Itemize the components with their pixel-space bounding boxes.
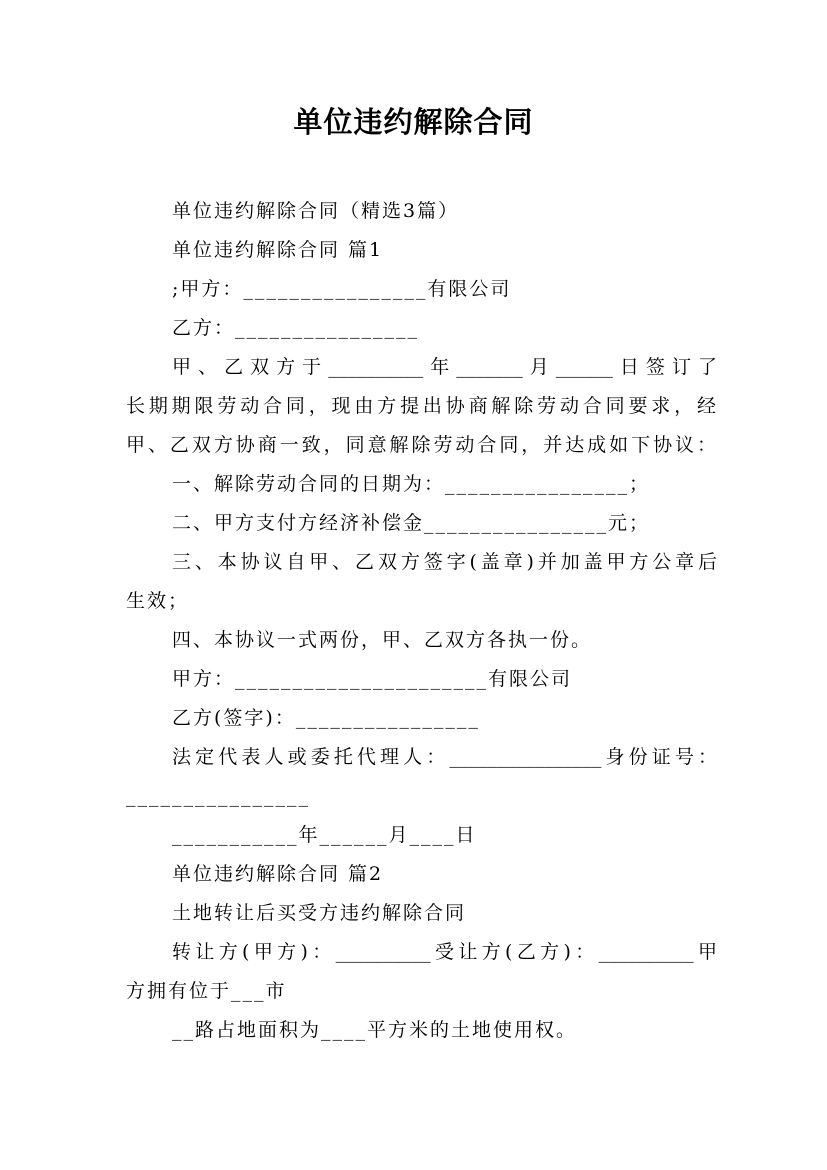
paragraph-line: 甲、乙双方于__________年_______月______日签订了 <box>172 356 717 378</box>
document-title: 单位违约解除合同 <box>293 105 534 139</box>
clause-3-line: 三、本协议自甲、乙双方签字(盖章)并加盖甲方公章后 <box>172 551 717 573</box>
location-line: 方拥有位于___市 <box>126 980 287 1002</box>
clause-3-continuation: 生效； <box>126 590 190 612</box>
clause-4-line: 四、本协议一式两份，甲、乙双方各执一份。 <box>172 629 593 651</box>
party-b-line: 乙方：________________ <box>172 317 420 339</box>
section-heading-2: 单位违约解除合同 篇2 <box>172 863 384 885</box>
id-number-blank: ________________ <box>126 785 310 807</box>
section-2-title: 土地转让后买受方违约解除合同 <box>172 902 467 924</box>
land-area-line: __路占地面积为____平方米的土地使用权。 <box>172 1019 578 1041</box>
paragraph-line: 甲、乙双方协商一致，同意解除劳动合同，并达成如下协议： <box>126 434 716 456</box>
clause-2-line: 二、甲方支付方经济补偿金________________元； <box>172 512 651 534</box>
representative-line: 法定代表人或委托代理人：________________身份证号： <box>172 746 717 768</box>
clause-1-line: 一、解除劳动合同的日期为：________________； <box>172 473 651 495</box>
section-heading-1: 单位违约解除合同 篇1 <box>172 239 384 261</box>
party-a-line: ;甲方：________________有限公司 <box>172 278 512 300</box>
signature-party-a: 甲方：______________________有限公司 <box>172 668 573 690</box>
transfer-parties-line: 转让方(甲方)：__________受让方(乙方)：__________甲 <box>172 941 717 963</box>
date-line: ___________年______月____日 <box>172 824 477 846</box>
subtitle-line: 单位违约解除合同（精选3篇） <box>172 200 460 222</box>
signature-party-b: 乙方(签字)：________________ <box>172 707 480 729</box>
paragraph-line: 长期期限劳动合同，现由方提出协商解除劳动合同要求，经 <box>126 395 716 417</box>
